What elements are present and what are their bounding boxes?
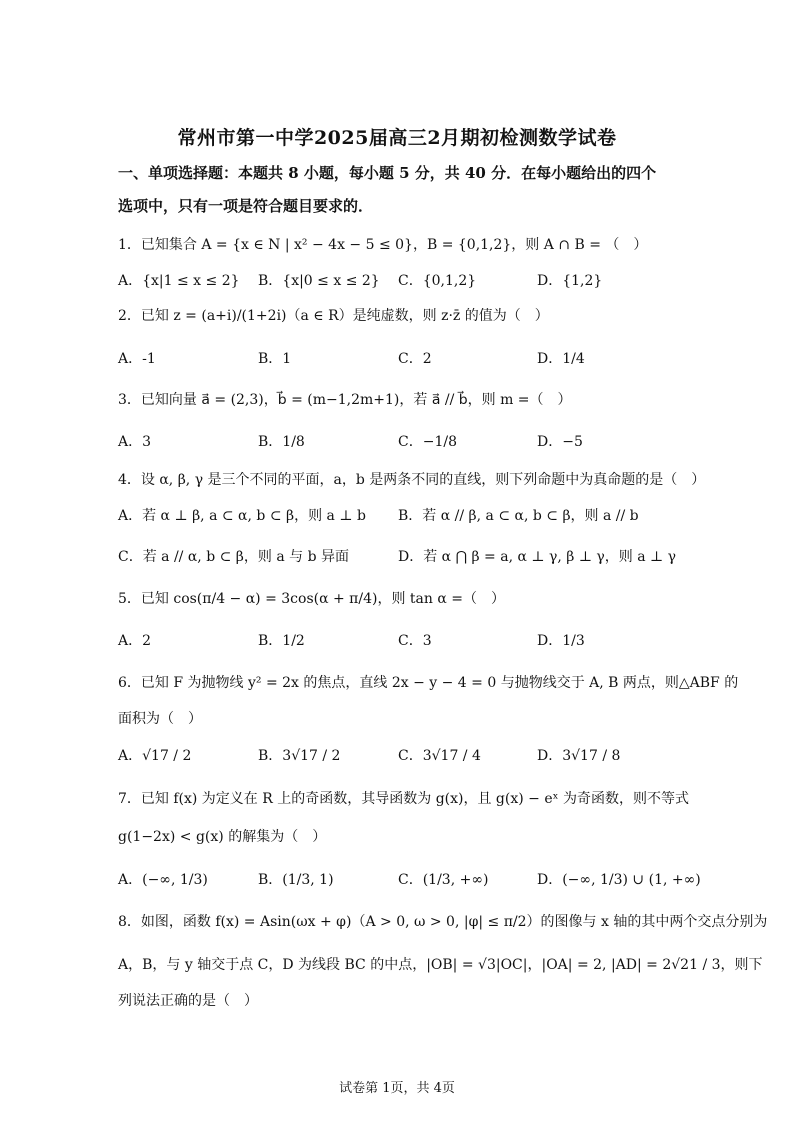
question-8-stem-continued: A，B，与 y 轴交于点 C，D 为线段 BC 的中点，|OB| = √3|OC|，|OA| = 2, |AD| = 2√21 / 3，则下 (118, 957, 763, 973)
question-6-option-b: B．3√17 / 2 (258, 748, 341, 764)
question-1-option-a: A．{x|1 ≤ x ≤ 2} (118, 273, 240, 289)
question-1-option-b: B．{x|0 ≤ x ≤ 2} (258, 273, 380, 289)
question-1-option-d: D．{1,2} (537, 273, 603, 289)
question-5-stem: 5．已知 cos(π/4 − α) = 3cos(α + π/4)，则 tan α =（ ） (118, 591, 505, 607)
question-1-stem: 1．已知集合 A = {x ∈ N | x² − 4x − 5 ≤ 0}，B = {0,1,2}，则 A ∩ B = （ ） (118, 237, 648, 253)
question-4-stem: 4．设 α, β, γ 是三个不同的平面，a，b 是两条不同的直线，则下列命题中为真命题的是（ ） (118, 472, 706, 488)
question-7-stem: 7．已知 f(x) 为定义在 R 上的奇函数，其导函数为 g(x)，且 g(x) − eˣ 为奇函数，则不等式 (118, 791, 690, 807)
question-1-option-c: C．{0,1,2} (398, 273, 477, 289)
question-5-option-c: C．3 (398, 633, 432, 649)
question-2-option-b: B．1 (258, 351, 292, 367)
question-8-stem: 8．如图，函数 f(x) = Asin(ωx + φ)（A > 0, ω > 0, |φ| ≤ π/2）的图像与 x 轴的其中两个交点分别为 (118, 914, 768, 930)
question-3-option-b: B．1/8 (258, 434, 305, 450)
question-7-option-b: B．(1/3, 1) (258, 872, 334, 888)
question-7-option-c: C．(1/3, +∞) (398, 872, 489, 888)
question-2-stem: 2．已知 z = (a+i)/(1+2i)（a ∈ R）是纯虚数，则 z·z̄ 的值为（ ） (118, 308, 549, 324)
page-footer: 试卷第 1页，共 4页 (339, 1081, 455, 1096)
question-5-option-d: D．1/3 (537, 633, 585, 649)
question-8-stem-continued-2: 列说法正确的是（ ） (118, 993, 258, 1009)
question-2-option-d: D．1/4 (537, 351, 585, 367)
question-6-stem-continued: 面积为（ ） (118, 711, 202, 727)
page-title: 常州市第一中学2025届高三2月期初检测数学试卷 (177, 127, 617, 149)
question-7-option-d: D．(−∞, 1/3) ∪ (1, +∞) (537, 872, 701, 888)
question-4-option-c: C．若 a // α, b ⊂ β，则 a 与 b 异面 (118, 549, 349, 565)
question-7-option-a: A．(−∞, 1/3) (118, 872, 208, 888)
section-heading-line1: 一、单项选择题：本题共 8 小题，每小题 5 分，共 40 分．在每小题给出的四个 (118, 164, 657, 182)
question-6-option-d: D．3√17 / 8 (537, 748, 621, 764)
question-5-option-a: A．2 (118, 633, 152, 649)
question-3-option-a: A．3 (118, 434, 152, 450)
question-5-option-b: B．1/2 (258, 633, 305, 649)
question-3-option-c: C．−1/8 (398, 434, 457, 450)
question-6-stem: 6．已知 F 为抛物线 y² = 2x 的焦点，直线 2x − y − 4 = 0 与抛物线交于 A, B 两点，则△ABF 的 (118, 675, 739, 691)
question-2-option-a: A．-1 (118, 351, 156, 367)
question-4-option-d: D．若 α ⋂ β = a, α ⊥ γ, β ⊥ γ，则 a ⊥ γ (398, 549, 677, 565)
question-6-option-a: A．√17 / 2 (118, 748, 192, 764)
question-7-stem-continued: g(1−2x) < g(x) 的解集为（ ） (118, 829, 327, 845)
section-heading-line2: 选项中，只有一项是符合题目要求的． (118, 197, 374, 215)
question-4-option-b: B．若 α // β, a ⊂ α, b ⊂ β，则 a // b (398, 508, 639, 524)
question-3-stem: 3．已知向量 a⃗ = (2,3)，b⃗ = (m−1,2m+1)，若 a⃗ // b⃗，则 m =（ ） (118, 392, 572, 408)
question-2-option-c: C．2 (398, 351, 432, 367)
question-6-option-c: C．3√17 / 4 (398, 748, 481, 764)
question-4-option-a: A．若 α ⊥ β, a ⊂ α, b ⊂ β，则 a ⊥ b (118, 508, 366, 524)
question-3-option-d: D．−5 (537, 434, 583, 450)
